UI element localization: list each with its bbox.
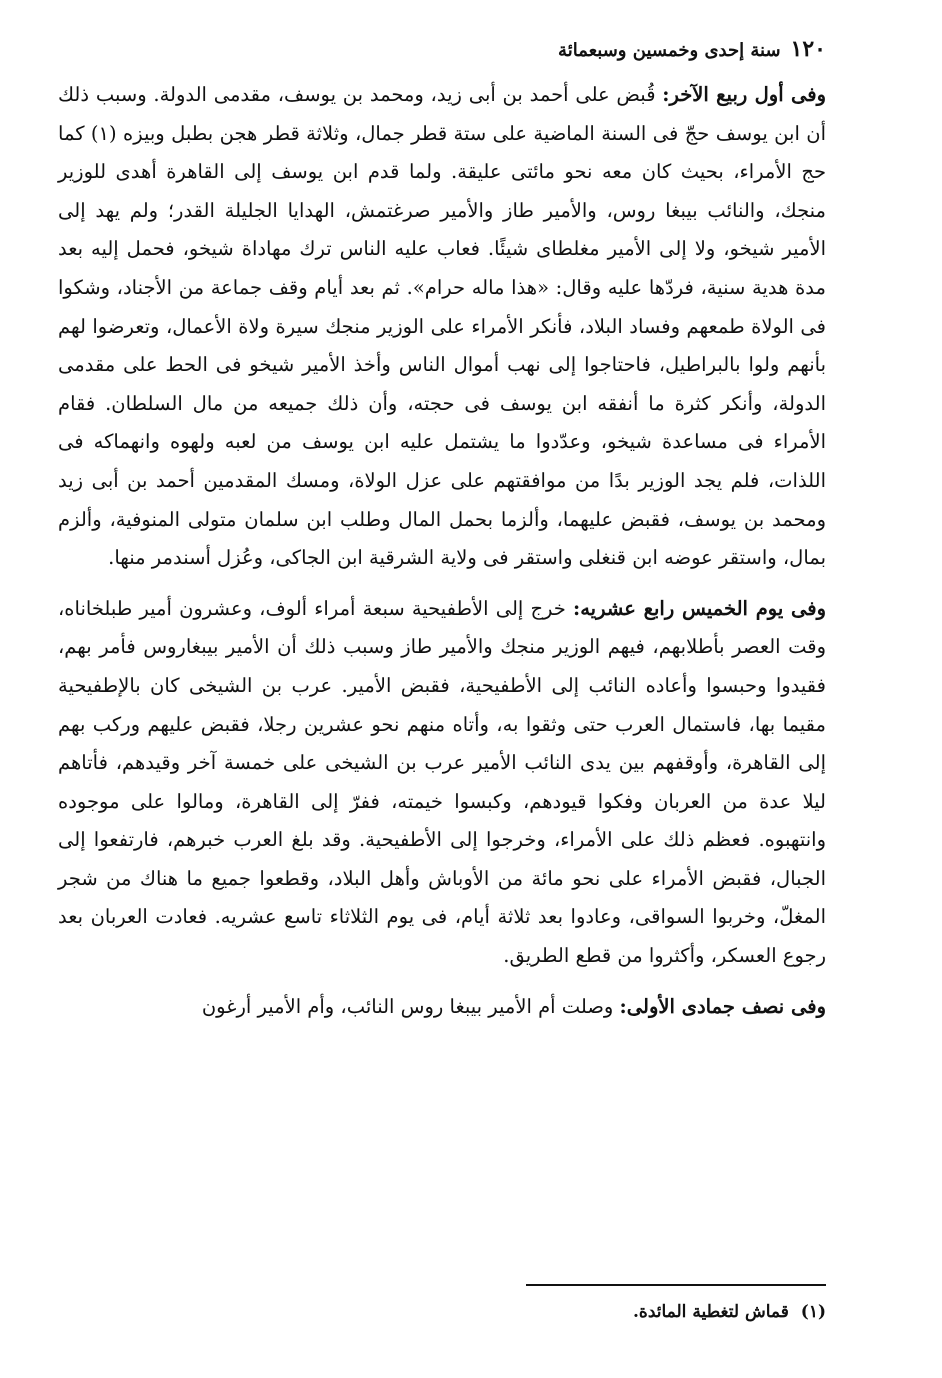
paragraph-lead: وفى يوم الخميس رابع عشريه: xyxy=(573,596,826,620)
page-number: ١٢٠ xyxy=(790,36,826,62)
footnote-marker: (١) xyxy=(800,1302,826,1322)
page-header xyxy=(58,36,826,76)
paragraph-lead: وفى أول ربيع الآخر: xyxy=(662,83,826,106)
paragraph-jumada xyxy=(58,988,826,1027)
paragraph-thursday xyxy=(58,590,826,976)
paragraph-rabi-al-akhir xyxy=(58,76,826,578)
paragraph-text: قُبض على أحمد بن أبى زيد، ومحمد بن يوسف، مقدمى الدولة. وسبب ذلك أن ابن يوسف حجّ فى السنة الماضية على ستة قطر جمال، وثلاثة قطر هجن بطبل وبيزه (١) كما حج الأمراء، بحيث كان معه نحو مائتى عليقة. ولما قدم ابن يوسف إلى القاهرة أهدى للوزير منجك، والنائب بيبغا روس، والأمير طاز والأمير صرغتمش، الهدايا الجليلة القدر؛ ولم يهد إلى الأمير شيخو، ولا إلى الأمير مغلطاى شيئًا. فعاب عليه الناس ترك مهاداة شيخو، فحمل إليه بعد مدة هدية سنية، فردّها عليه وقال: «هذا ماله حرام». ثم بعد أيام وقف جماعة من الأجناد، وشكوا فى الولاة طمعهم وفساد البلاد، فأنكر الأمراء على الوزير منجك سيرة ولاة الأعمال، وتعرضوا لهم بأنهم ولوا بالبراطيل، فاحتاجوا إلى نهب أموال الناس وأخذ الأمير شيخو فى الحط على مقدمى الدولة، وأنكر كثرة ما أنفقه ابن يوسف فى حجته، وأن ذلك جميعه من مال السلطان. فقام الأمراء فى مساعدة شيخو، وعدّدوا ما يشتمل عليه ابن يوسف من لعبه ولهوه وانهماكه فى اللذات، فلم يجد الوزير بدًا من موافقتهم على عزل الولاة، ومسك المقدمين أحمد بن أبى زيد ومحمد بن يوسف، فقبض عليهما، وألزما بحمل المال وطلب ابن سلمان متولى المنوفية، وألزم بمال، واستقر عوضه ابن قنغلى واستقر فى ولاية الشرقية ابن الجاكى، وعُزل أسندمر منها. xyxy=(58,83,827,570)
footnote-text: قماش لتغطية المائدة. xyxy=(633,1302,789,1322)
paragraph-text: خرج إلى الأطفيحية سبعة أمراء ألوف، وعشرون أمير طبلخاناه، وقت العصر بأطلابهم، فيهم الوزير منجك والأمير طاز وسبب ذلك أن الأمير بيبغاروس فأمر بهم، فقيدوا وحبسوا وأعاده النائب إلى الأطفيحية، فقبض الأمير. عرب بن الشيخى كان بالإطفيحية مقيما بها، فاستمال العرب حتى وثقوا به، وأتاه منهم نحو عشرين رجلا، فقبض عليهم وركب بهم إلى القاهرة، وأوقفهم بين يدى النائب الأمير عرب بن الشيخى على خمسة آخر وقيدهم، فأتاهم ليلا عدة من العربان وفكوا قيودهم، وكبسوا خيمته، ففرّ إلى القاهرة، ومالوا على موجوده وانتهبوه. فعظم ذلك على الأمراء، وخرجوا إلى الأطفيحية. وقد بلغ العرب خبرهم، فارتفعوا إلى الجبال، فقبض الأمراء على نحو مائة من الأوباش وأهل البلاد، وقطعوا جميع ما هناك من شجر المغلّ، وخربوا السواقى، وعادوا بعد ثلاثة أيام، فى يوم الثلاثاء تاسع عشريه. فعادت العربان بعد رجوع العسكر، وأكثروا من قطع الطريق. xyxy=(58,596,826,968)
book-page xyxy=(58,36,826,1026)
footnote-divider xyxy=(526,1284,826,1286)
footnote xyxy=(400,1298,826,1326)
running-title: سنة إحدى وخمسين وسبعمائة xyxy=(558,40,781,61)
paragraph-lead: وفى نصف جمادى الأولى: xyxy=(619,994,826,1018)
paragraph-text: وصلت أم الأمير بيبغا روس النائب، وأم الأمير أرغون xyxy=(201,994,614,1018)
